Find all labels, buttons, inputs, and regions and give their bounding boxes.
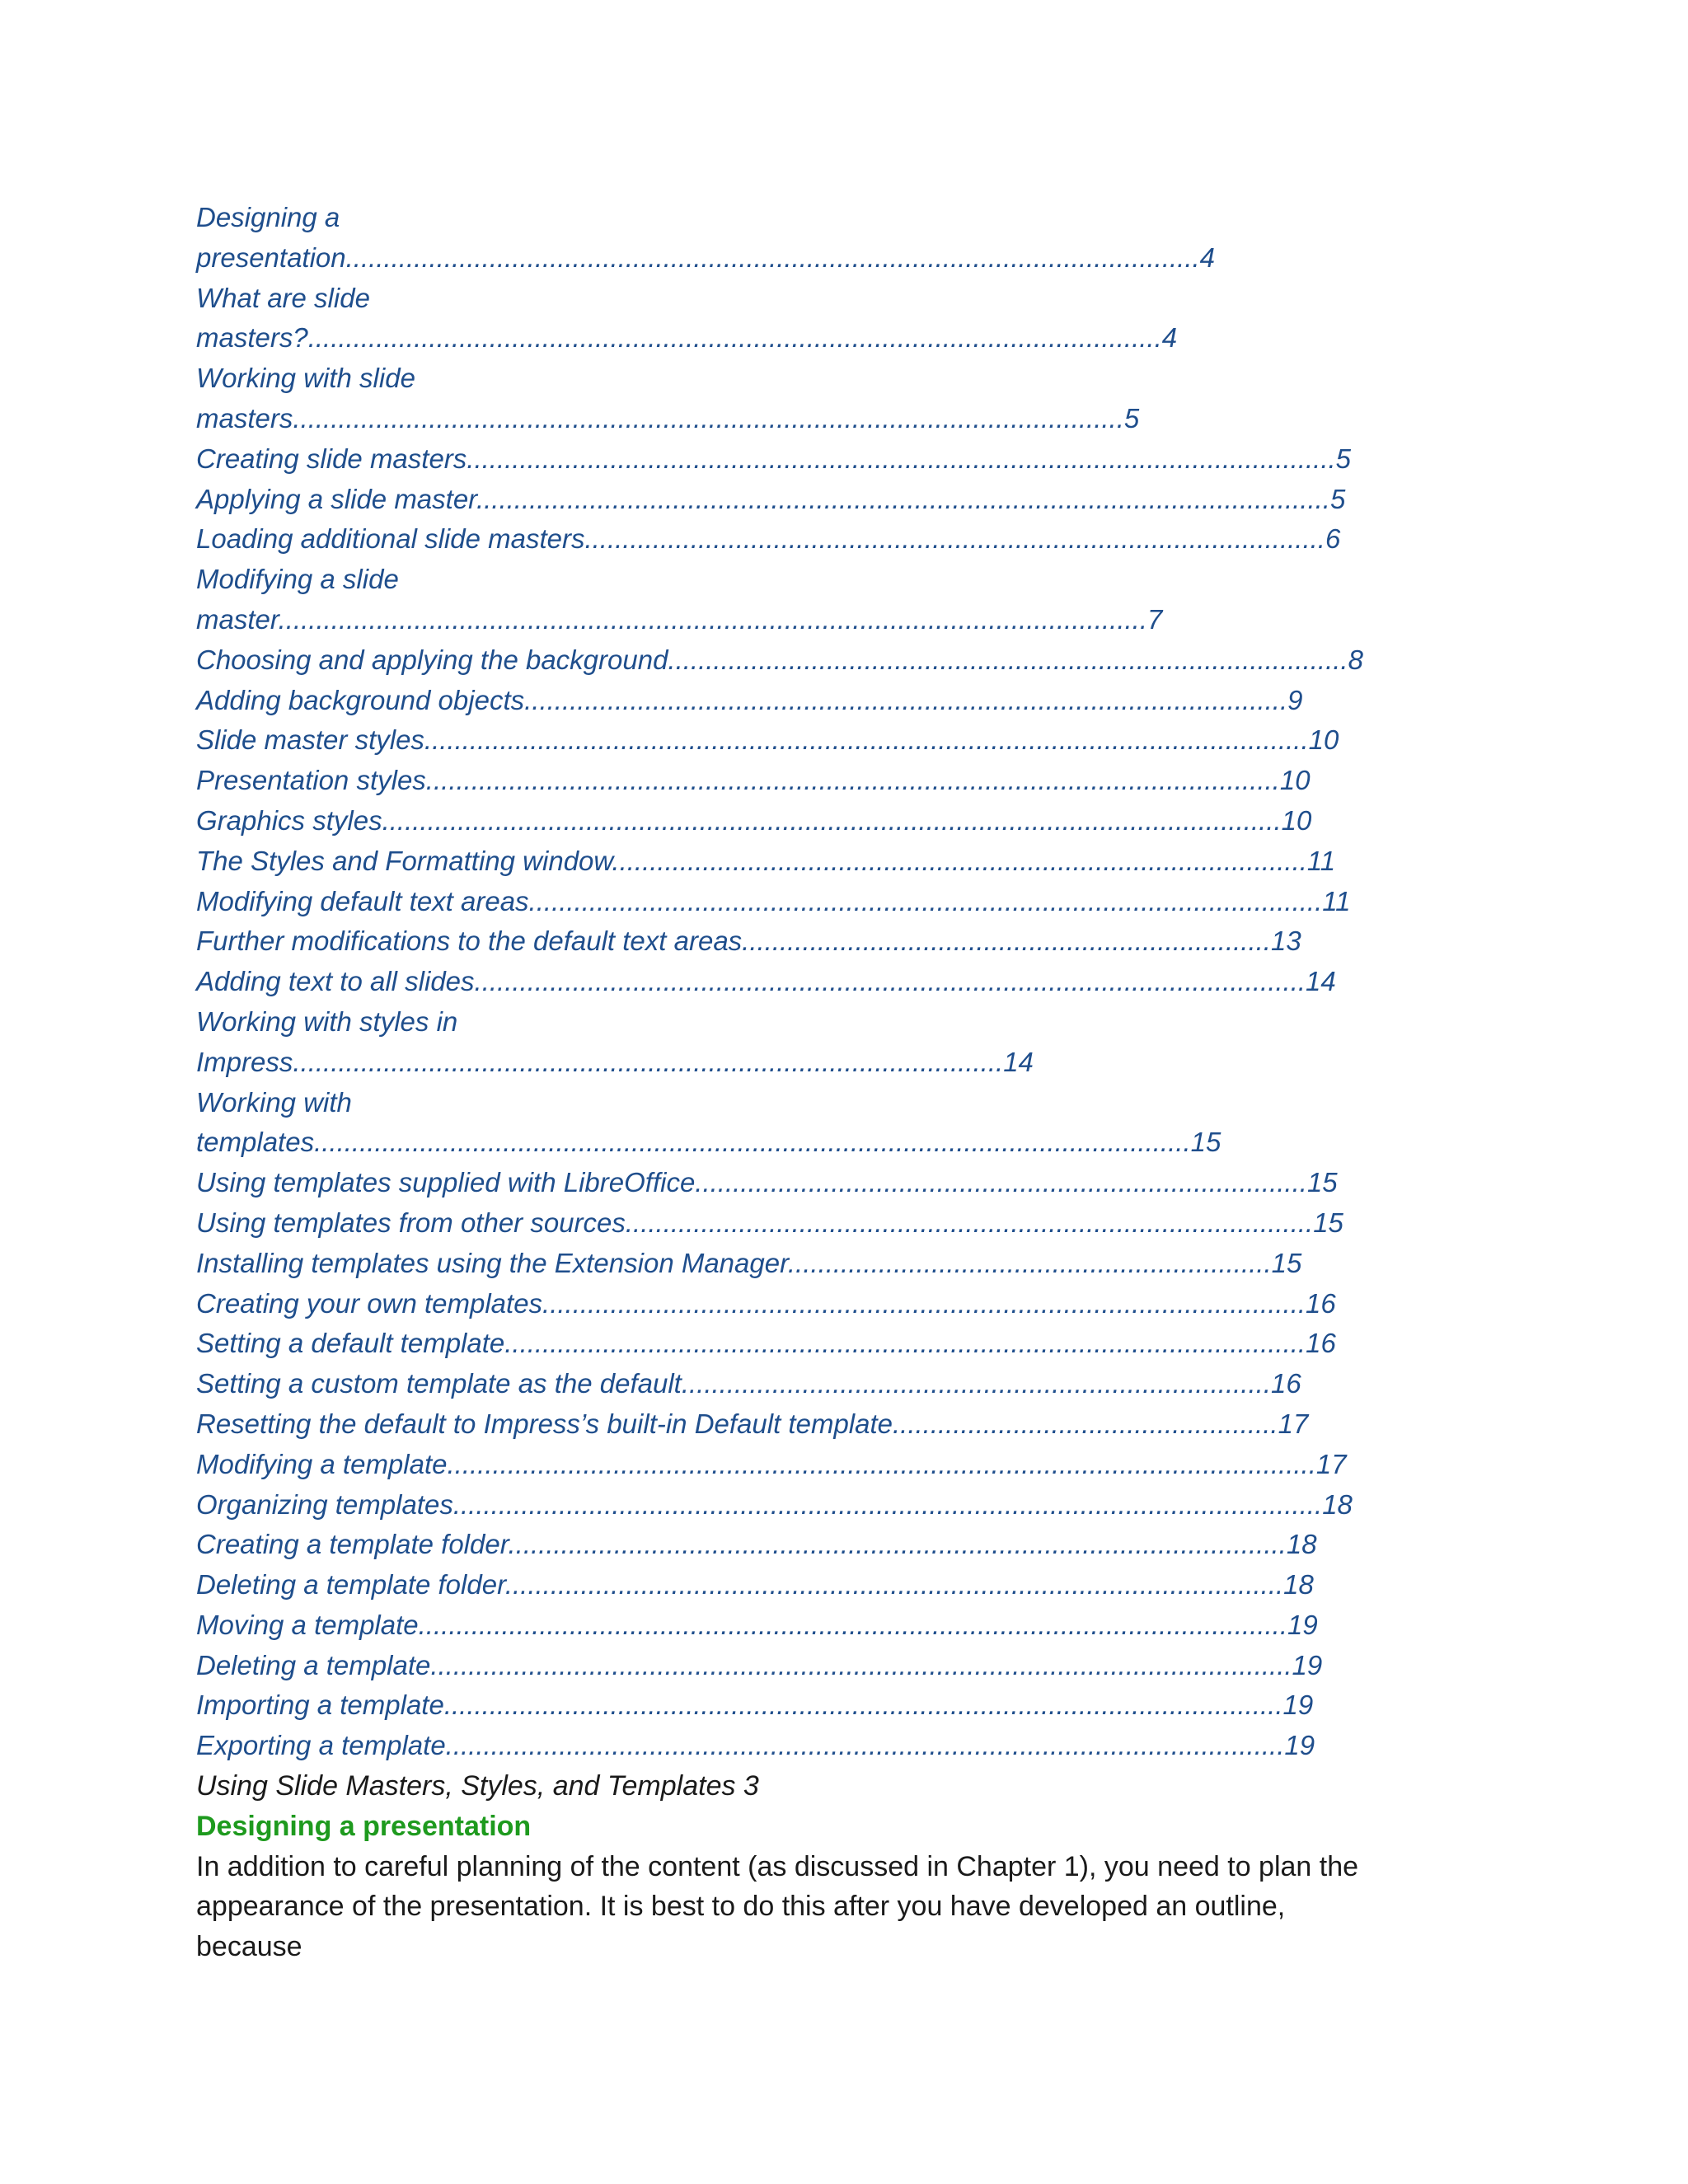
toc-entry[interactable]: Resetting the default to Impress’s built-in Default template...................................................17 (196, 1408, 1309, 1439)
toc-entry[interactable]: Adding text to all slides..............................................................................................................14 (196, 966, 1336, 997)
body-line: In addition to careful planning of the content (as discussed in Chapter 1), you need to plan the (196, 1850, 1359, 1882)
toc-entry[interactable]: Presentation styles.................................................................................................................10 (196, 765, 1311, 796)
toc-entry[interactable]: Deleting a template..................................................................................................................19 (196, 1649, 1323, 1680)
toc-entry[interactable]: masters..............................................................................................................5 (196, 402, 1140, 434)
toc-entry[interactable]: Creating a template folder.......................................................................................................18 (196, 1529, 1317, 1560)
body-paragraph (196, 1847, 1498, 1967)
toc-entry[interactable]: Using templates supplied with LibreOffice.................................................................................15 (196, 1167, 1338, 1198)
body-line: because (196, 1931, 302, 1963)
toc-entry[interactable]: Adding background objects.....................................................................................................9 (196, 684, 1303, 715)
document-page (196, 198, 1498, 1967)
toc-entry[interactable]: Working with slide (196, 363, 415, 394)
toc-entry[interactable]: Deleting a template folder.......................................................................................................18 (196, 1569, 1314, 1601)
toc-entry[interactable]: Setting a custom template as the default..............................................................................16 (196, 1368, 1301, 1399)
toc-entry[interactable]: Organizing templates...................................................................................................................18 (196, 1488, 1353, 1520)
toc-entry[interactable]: The Styles and Formatting window............................................................................................11 (196, 845, 1336, 876)
toc-entry[interactable]: Graphics styles.......................................................................................................................10 (196, 804, 1312, 836)
page-footer: Using Slide Masters, Styles, and Templates 3 (196, 1770, 759, 1802)
toc-entry[interactable]: Using templates from other sources...........................................................................................15 (196, 1207, 1343, 1238)
toc-entry[interactable]: Modifying a template...................................................................................................................17 (196, 1448, 1347, 1479)
toc-entry[interactable]: Impress..............................................................................................14 (196, 1046, 1034, 1077)
toc-entry[interactable]: Slide master styles.....................................................................................................................10 (196, 724, 1339, 756)
toc-entry[interactable]: Moving a template...................................................................................................................19 (196, 1609, 1318, 1640)
toc-entry[interactable]: Installing templates using the Extension Manager................................................................15 (196, 1247, 1302, 1278)
toc-entry[interactable]: What are slide (196, 282, 370, 313)
toc-entry[interactable]: Designing a (196, 202, 340, 232)
body-line: appearance of the presentation. It is best to do this after you have developed an outline, (196, 1891, 1286, 1923)
toc-entry[interactable]: templates....................................................................................................................15 (196, 1127, 1221, 1158)
toc-entry[interactable]: Modifying a slide (196, 564, 399, 595)
toc-entry[interactable]: Choosing and applying the background..........................................................................................8 (196, 644, 1363, 675)
toc-entry[interactable]: Working with (196, 1086, 352, 1118)
toc-entry[interactable]: Exporting a template...............................................................................................................19 (196, 1730, 1315, 1761)
section-heading: Designing a presentation (196, 1810, 532, 1842)
toc-entry[interactable]: Loading additional slide masters..................................................................................................6 (196, 523, 1341, 555)
table-of-contents (196, 198, 1498, 1766)
toc-entry[interactable]: master...................................................................................................................7 (196, 603, 1163, 635)
toc-entry[interactable]: Modifying default text areas.........................................................................................................11 (196, 885, 1351, 916)
toc-entry[interactable]: masters?.................................................................................................................4 (196, 322, 1178, 354)
toc-entry[interactable]: Further modifications to the default text areas......................................................................13 (196, 926, 1301, 957)
toc-entry[interactable]: Importing a template...............................................................................................................19 (196, 1690, 1314, 1721)
toc-entry[interactable]: Creating your own templates.....................................................................................................16 (196, 1287, 1336, 1319)
toc-entry[interactable]: Creating slide masters...................................................................................................................5 (196, 443, 1352, 474)
toc-entry[interactable]: presentation.................................................................................................................4 (196, 241, 1216, 273)
toc-entry[interactable]: Working with styles in (196, 1005, 458, 1037)
toc-entry[interactable]: Setting a default template..........................................................................................................16 (196, 1328, 1336, 1359)
toc-entry[interactable]: Applying a slide master.................................................................................................................5 (196, 483, 1346, 514)
